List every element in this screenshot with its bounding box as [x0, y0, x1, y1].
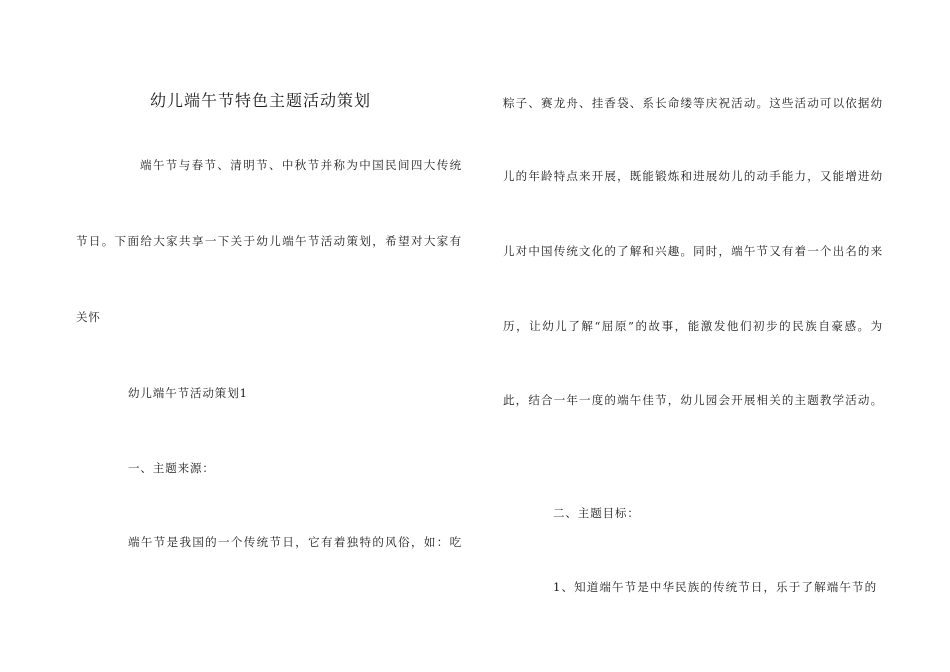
section1-paragraph-line-4: 儿对中国传统文化的了解和兴趣。同时，端午节又有着一个出名的来	[503, 244, 883, 258]
plan-heading: 幼儿端午节活动策划1	[128, 386, 248, 400]
document-title: 幼儿端午节特色主题活动策划	[150, 91, 372, 110]
intro-line-3: 关怀	[76, 310, 101, 324]
section1-paragraph-line-1: 端午节是我国的一个传统节日，它有着独特的风俗，如：吃	[128, 535, 462, 549]
intro-line-1: 端午节与春节、清明节、中秋节并称为中国民间四大传统	[140, 158, 462, 172]
section1-paragraph-line-5: 历，让幼儿了解“屈原”的故事，能激发他们初步的民族自豪感。为	[503, 319, 883, 333]
section1-paragraph-line-6: 此，结合一年一度的端午佳节，幼儿园会开展相关的主题教学活动。	[503, 393, 883, 407]
section2-heading: 二、主题目标：	[553, 506, 640, 520]
section1-paragraph-line-3: 儿的年龄特点来开展，既能锻炼和进展幼儿的动手能力，又能增进幼	[503, 169, 883, 183]
goal-1-line: 1、知道端午节是中华民族的传统节日，乐于了解端午节的	[553, 580, 877, 594]
intro-line-2: 节日。下面给大家共享一下关于幼儿端午节活动策划，希望对大家有	[76, 234, 462, 248]
section1-heading: 一、主题来源：	[128, 461, 215, 475]
section1-paragraph-line-2: 粽子、赛龙舟、挂香袋、系长命缕等庆祝活动。这些活动可以依据幼	[503, 96, 883, 110]
